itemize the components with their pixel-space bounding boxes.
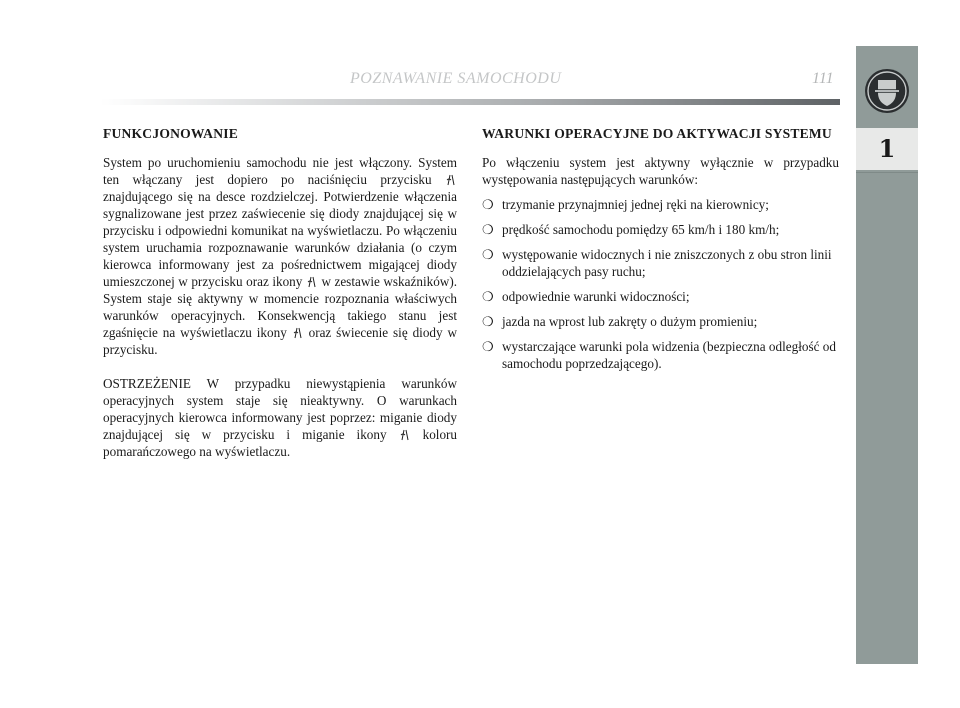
bullet-icon: ❍ xyxy=(482,339,494,354)
paragraph-text: w zestawie wskaźników). System staje się aktywny w momencie rozpoznania właściwych warunków operacyjnych. Konsekwencją takiego stanu jest zgaśnięcie na wyświetlaczu ikony xyxy=(103,274,458,340)
heading-operating-conditions: WARUNKI OPERACYJNE DO AKTYWACJI SYSTEMU xyxy=(482,126,832,141)
list-item xyxy=(482,221,839,238)
header-rule xyxy=(100,99,840,105)
side-tab xyxy=(856,46,918,664)
list-item-text: jazda na wprost lub zakręty o dużym promieniu; xyxy=(502,314,758,329)
lancia-shield-icon xyxy=(862,66,912,116)
paragraph-text: OSTRZEŻENIE W przypadku niewystąpienia warunków operacyjnych system staje się nieaktywny. O warunkach operacyjnych kierowca informowany jest poprzez: miganie diody znajdującej się w przycisku i miganie ikony xyxy=(103,376,457,442)
paragraph-text: koloru pomarańczowego na wyświetlaczu. xyxy=(103,427,458,459)
list-item xyxy=(482,246,839,280)
left-column xyxy=(103,126,457,460)
list-item-text: odpowiednie warunki widoczności; xyxy=(502,289,690,304)
conditions-list xyxy=(482,196,839,372)
paragraph-text: System po uruchomieniu samochodu nie jest włączony. System ten włączany jest dopiero po naciśnięciu przycisku xyxy=(103,155,457,187)
page-number: 111 xyxy=(812,70,834,87)
bullet-icon: ❍ xyxy=(482,247,494,262)
lane-assist-icon xyxy=(446,174,456,186)
bullet-icon: ❍ xyxy=(482,197,494,212)
heading-funkcjonowanie: FUNKCJONOWANIE xyxy=(103,126,238,141)
side-tab-divider xyxy=(856,172,918,173)
list-item xyxy=(482,288,839,305)
bullet-icon: ❍ xyxy=(482,314,494,329)
list-item-text: występowanie widocznych i nie zniszczonych z obu stron linii oddzielających pasy ruchu; xyxy=(502,247,832,279)
paragraph-text: znajdującego się na desce rozdzielczej. Potwierdzenie włączenia sygnalizowane jest przez zaświecenie się diody znajdującej się w przycisku i odpowiedni komunikat na wyświetlaczu. Po włączeniu system uruchamia rozpoznawanie warunków działania (o czym kierowca informowany jest za pośrednictwem migającej diody umieszczonej w przycisku oraz ikony xyxy=(103,189,457,289)
paragraph-text: oraz świecenie się diody w przycisku. xyxy=(103,325,458,357)
list-item-text: prędkość samochodu pomiędzy 65 km/h i 180 km/h; xyxy=(502,222,780,237)
list-item-text: wystarczające warunki pola widzenia (bezpieczna odległość od samochodu poprzedzającego). xyxy=(502,339,836,371)
section-number: 1 xyxy=(856,128,918,170)
lane-assist-icon xyxy=(400,429,410,441)
lane-assist-icon xyxy=(293,327,303,339)
bullet-icon: ❍ xyxy=(482,222,494,237)
list-item-text: trzymanie przynajmniej jednej ręki na kierownicy; xyxy=(502,197,769,212)
right-column xyxy=(482,126,839,380)
paragraph-intro: Po włączeniu system jest aktywny wyłącznie w przypadku występowania następujących warunków: xyxy=(482,155,839,187)
header-section-title: POZNAWANIE SAMOCHODU xyxy=(350,70,562,87)
list-item xyxy=(482,313,839,330)
lane-assist-icon xyxy=(307,276,317,288)
bullet-icon: ❍ xyxy=(482,289,494,304)
paragraph-operation xyxy=(103,154,457,358)
list-item xyxy=(482,338,839,372)
list-item xyxy=(482,196,839,213)
paragraph-warning xyxy=(103,375,457,460)
